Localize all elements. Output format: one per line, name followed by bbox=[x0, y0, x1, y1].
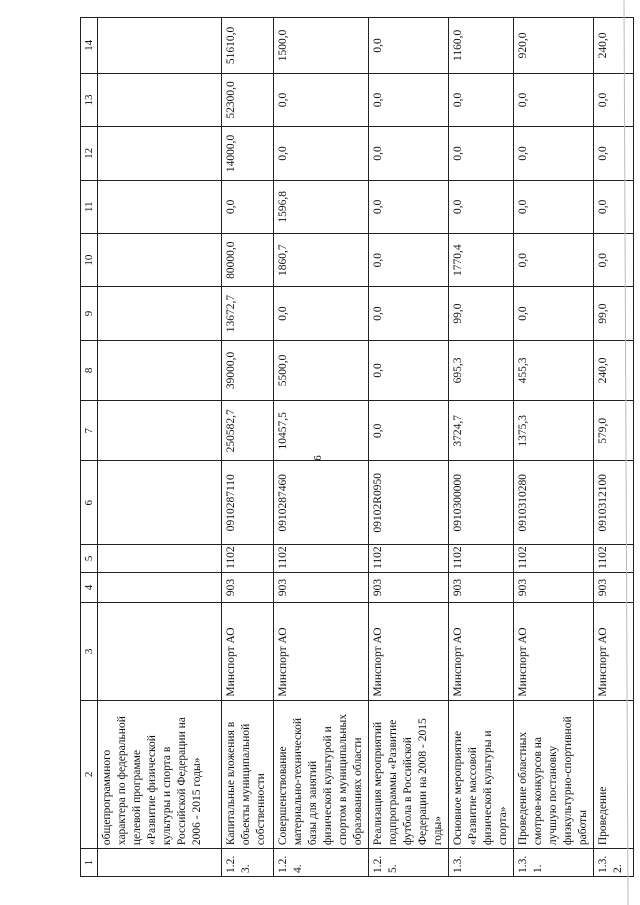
year-value: 0,0 bbox=[274, 287, 369, 340]
code-ministry: 903 bbox=[449, 572, 514, 602]
column-number-header: 12 bbox=[81, 127, 98, 180]
year-value: 0,0 bbox=[369, 233, 449, 286]
responsible-org: Минспорт АО bbox=[449, 603, 514, 701]
year-value: 0,0 bbox=[369, 180, 449, 233]
code-ministry: 903 bbox=[222, 572, 274, 602]
year-value: 0,0 bbox=[514, 287, 594, 340]
code-ministry bbox=[98, 572, 222, 602]
column-number-header: 9 bbox=[81, 287, 98, 340]
total-amount: 10457,5 bbox=[274, 401, 369, 461]
total-amount: 3724,7 bbox=[449, 401, 514, 461]
item-name: Проведение областных смотров-конкурсов на лучшую постановку физкультурно-спортивной работы bbox=[514, 700, 594, 849]
item-name: Реализация мероприятий подпрограммы «Развитие футбола в Российской Федерации на 2008 - 2015 годы» bbox=[369, 700, 449, 849]
item-name: Совершенствование материально-технической базы для занятий физической культурой и спортом в муниципальных образованиях области bbox=[274, 700, 369, 849]
year-value: 0,0 bbox=[514, 73, 594, 126]
table-row bbox=[369, 18, 449, 877]
table-row bbox=[98, 18, 222, 877]
item-name: Капитальные вложения в объекты муниципальной собственности bbox=[222, 700, 274, 849]
budget-table bbox=[80, 17, 634, 877]
column-number-header: 5 bbox=[81, 545, 98, 573]
table-row bbox=[222, 18, 274, 877]
year-value: 0,0 bbox=[369, 127, 449, 180]
responsible-org: Минспорт АО bbox=[274, 603, 369, 701]
code-section bbox=[98, 545, 222, 573]
total-amount: 579,0 bbox=[594, 401, 634, 461]
year-value: 5500,0 bbox=[274, 340, 369, 400]
table-row bbox=[449, 18, 514, 877]
year-value: 1596,8 bbox=[274, 180, 369, 233]
responsible-org: Минспорт АО bbox=[594, 603, 634, 701]
total-amount: 0,0 bbox=[369, 401, 449, 461]
responsible-org bbox=[98, 603, 222, 701]
column-number-header: 2 bbox=[81, 700, 98, 849]
year-value bbox=[98, 233, 222, 286]
year-value: 0,0 bbox=[369, 18, 449, 74]
column-number-header: 3 bbox=[81, 603, 98, 701]
code-target: 0910300000 bbox=[449, 461, 514, 545]
year-value bbox=[98, 287, 222, 340]
year-value: 1860,7 bbox=[274, 233, 369, 286]
year-value: 52300,0 bbox=[222, 73, 274, 126]
year-value: 39000,0 bbox=[222, 340, 274, 400]
year-value: 0,0 bbox=[594, 180, 634, 233]
year-value: 99,0 bbox=[449, 287, 514, 340]
column-number-header: 6 bbox=[81, 461, 98, 545]
year-value: 0,0 bbox=[514, 180, 594, 233]
year-value: 695,3 bbox=[449, 340, 514, 400]
year-value: 240,0 bbox=[594, 18, 634, 74]
column-number-header: 11 bbox=[81, 180, 98, 233]
table-header-row bbox=[81, 18, 98, 877]
column-number-header: 4 bbox=[81, 572, 98, 602]
row-number bbox=[98, 849, 222, 877]
year-value: 1160,0 bbox=[449, 18, 514, 74]
year-value: 920,0 bbox=[514, 18, 594, 74]
year-value: 0,0 bbox=[274, 73, 369, 126]
year-value bbox=[98, 18, 222, 74]
row-number: 1.3. bbox=[449, 849, 514, 877]
year-value bbox=[98, 340, 222, 400]
total-amount: 1375,3 bbox=[514, 401, 594, 461]
code-target: 0910310280 bbox=[514, 461, 594, 545]
code-section: 1102 bbox=[594, 545, 634, 573]
column-number-header: 14 bbox=[81, 18, 98, 74]
year-value: 0,0 bbox=[369, 340, 449, 400]
code-ministry: 903 bbox=[594, 572, 634, 602]
code-target: 0910287460 bbox=[274, 461, 369, 545]
responsible-org: Минспорт АО bbox=[369, 603, 449, 701]
row-number: 1.2.3. bbox=[222, 849, 274, 877]
code-target: 0910312100 bbox=[594, 461, 634, 545]
table-row bbox=[274, 18, 369, 877]
responsible-org: Минспорт АО bbox=[514, 603, 594, 701]
code-section: 1102 bbox=[222, 545, 274, 573]
code-target bbox=[98, 461, 222, 545]
code-ministry: 903 bbox=[369, 572, 449, 602]
page-number: 6 bbox=[312, 455, 324, 461]
year-value: 0,0 bbox=[449, 73, 514, 126]
code-section: 1102 bbox=[449, 545, 514, 573]
row-number: 1.2.4. bbox=[274, 849, 369, 877]
year-value: 455,3 bbox=[514, 340, 594, 400]
code-ministry: 903 bbox=[514, 572, 594, 602]
table-row bbox=[594, 18, 634, 877]
year-value: 240,0 bbox=[594, 340, 634, 400]
table-body bbox=[81, 18, 634, 877]
code-target: 09102R0950 bbox=[369, 461, 449, 545]
year-value: 1500,0 bbox=[274, 18, 369, 74]
year-value: 0,0 bbox=[369, 73, 449, 126]
item-name: Проведение bbox=[594, 700, 634, 849]
column-number-header: 8 bbox=[81, 340, 98, 400]
year-value bbox=[98, 73, 222, 126]
item-name: общепрограммного характера по федеральной целевой программе «Развитие физической культуры и спорта в Российской Федерации на 2006 - 2015 годы» bbox=[98, 700, 222, 849]
column-number-header: 13 bbox=[81, 73, 98, 126]
code-ministry: 903 bbox=[274, 572, 369, 602]
code-section: 1102 bbox=[369, 545, 449, 573]
total-amount bbox=[98, 401, 222, 461]
item-name: Основное мероприятие «Развитие массовой физической культуры и спорта» bbox=[449, 700, 514, 849]
year-value: 14000,0 bbox=[222, 127, 274, 180]
year-value bbox=[98, 127, 222, 180]
year-value: 0,0 bbox=[594, 127, 634, 180]
year-value: 99,0 bbox=[594, 287, 634, 340]
code-target: 0910287110 bbox=[222, 461, 274, 545]
row-number: 1.3.2. bbox=[594, 849, 634, 877]
row-number: 1.2.5. bbox=[369, 849, 449, 877]
year-value: 0,0 bbox=[514, 127, 594, 180]
column-number-header: 10 bbox=[81, 233, 98, 286]
year-value: 0,0 bbox=[514, 233, 594, 286]
year-value: 0,0 bbox=[369, 287, 449, 340]
year-value: 0,0 bbox=[222, 180, 274, 233]
column-number-header: 7 bbox=[81, 401, 98, 461]
column-number-header: 1 bbox=[81, 849, 98, 877]
code-section: 1102 bbox=[514, 545, 594, 573]
year-value bbox=[98, 180, 222, 233]
year-value: 0,0 bbox=[449, 127, 514, 180]
responsible-org: Минспорт АО bbox=[222, 603, 274, 701]
total-amount: 250582,7 bbox=[222, 401, 274, 461]
budget-table-rotated bbox=[80, 17, 624, 877]
row-number: 1.3.1. bbox=[514, 849, 594, 877]
year-value: 0,0 bbox=[449, 180, 514, 233]
year-value: 13672,7 bbox=[222, 287, 274, 340]
year-value: 0,0 bbox=[594, 73, 634, 126]
year-value: 0,0 bbox=[274, 127, 369, 180]
year-value: 80000,0 bbox=[222, 233, 274, 286]
year-value: 1770,4 bbox=[449, 233, 514, 286]
year-value: 0,0 bbox=[594, 233, 634, 286]
code-section: 1102 bbox=[274, 545, 369, 573]
year-value: 51610,0 bbox=[222, 18, 274, 74]
table-row bbox=[514, 18, 594, 877]
